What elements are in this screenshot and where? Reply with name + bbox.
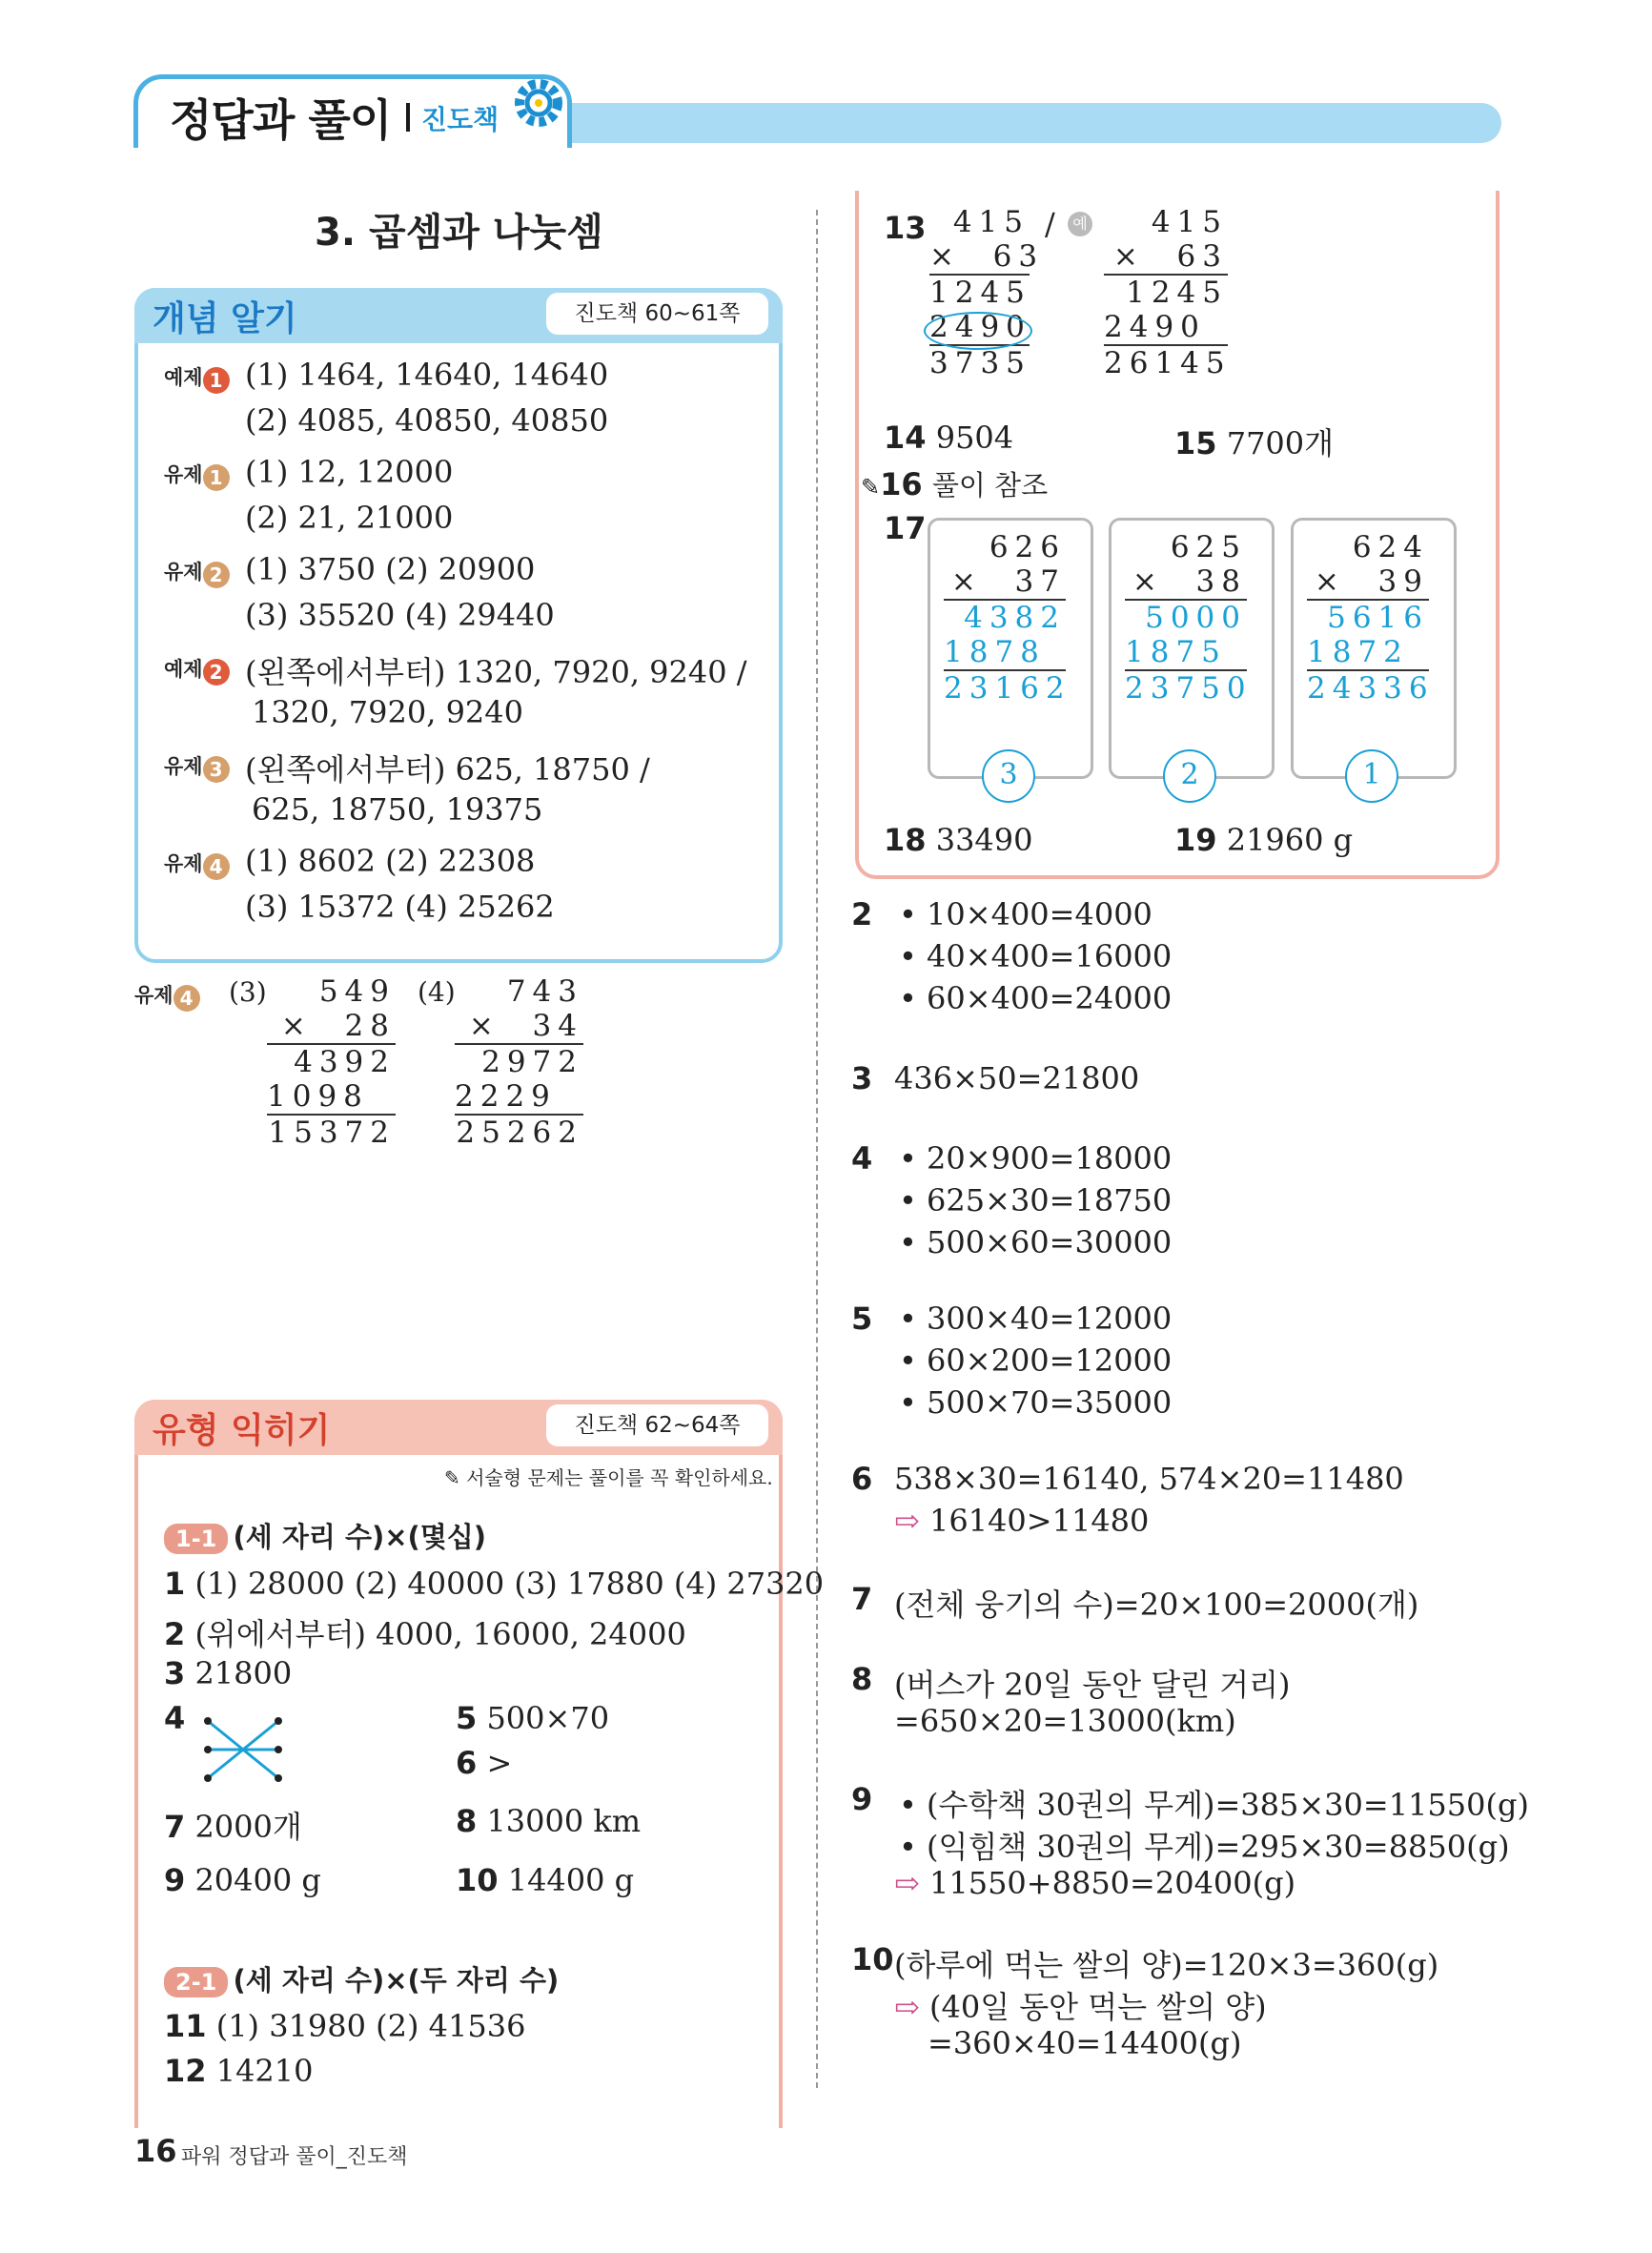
answer-text: 500×70: [486, 1700, 610, 1736]
concept-item: [164, 843, 736, 925]
answer-10: 10 14400 g: [456, 1862, 635, 1898]
calc-row: 5616: [1327, 601, 1429, 635]
solution-line: (하루에 먹는 쌀의 양)=120×3=360(g): [894, 1947, 1439, 1983]
q-number: 15: [1174, 425, 1217, 461]
answer-1: 1 (1) 28000 (2) 40000 (3) 17880 (4) 27320: [164, 1566, 825, 1602]
solution-line: =360×40=14400(g): [928, 2025, 1242, 2061]
type-box-ref: 진도책 62~64쪽: [546, 1404, 768, 1446]
circle-mark: [924, 312, 1032, 350]
item-number: 1: [203, 367, 230, 394]
item-line: (2) 4085, 40850, 40850: [245, 402, 609, 439]
answer-text: (1) 31980 (2) 41536: [215, 2008, 526, 2044]
solution-line: ⇨ 11550+8850=20400(g): [894, 1865, 1296, 1901]
item-kind: 예제: [164, 658, 203, 681]
calc-row: 1872: [1307, 635, 1409, 669]
q15: [1174, 420, 1334, 463]
section-title: (세 자리 수)×(몇십): [233, 1521, 487, 1553]
type-box-title: 유형 익히기: [153, 1411, 331, 1450]
calc-row: × 34: [468, 1009, 583, 1043]
calc-row: × 63: [929, 239, 1045, 274]
item-kind: 유제: [164, 755, 203, 778]
header-title: 정답과 풀이: [170, 94, 392, 146]
solution-6: [851, 1461, 1404, 1539]
item-kind: 유제: [164, 852, 203, 875]
concept-item: [164, 751, 736, 828]
q19: [1174, 822, 1353, 858]
solution-4: [851, 1140, 1173, 1260]
gear-icon: [508, 72, 569, 133]
calc-row: × 28: [280, 1009, 396, 1043]
header-subtitle: 진도책: [421, 104, 500, 135]
calc-row: × 38: [1132, 564, 1247, 599]
solution-line: • 20×900=18000: [899, 1140, 1173, 1177]
answer-text: >: [486, 1745, 513, 1781]
solution-line: (전체 웅기의 수)=20×100=2000(개): [894, 1587, 1419, 1623]
q16: [861, 464, 1048, 503]
q-number: 6: [851, 1461, 873, 1497]
q-number: 18: [884, 822, 927, 858]
chapter-title: 3. 곱셈과 나눗셈: [315, 211, 603, 255]
answer-7: 7 2000개: [164, 1809, 302, 1845]
answer-5: 5 500×70: [456, 1700, 610, 1736]
calc-row: 2972: [481, 1045, 583, 1079]
q-number: 9: [851, 1781, 873, 1817]
solution-8: [851, 1661, 1291, 1739]
solution-line: ⇨ (40일 동안 먹는 쌀의 양): [894, 1989, 1267, 2025]
extra-kind: 유제: [134, 984, 173, 1007]
solution-line: =650×20=13000(km): [894, 1703, 1236, 1739]
calc-row: 1878: [944, 635, 1046, 669]
item-line: (2) 21, 21000: [245, 500, 454, 536]
rank-badge: 1: [1345, 749, 1398, 803]
answer-text: 14210: [215, 2053, 314, 2089]
calc-row: 26145: [1104, 346, 1232, 380]
column-divider: [816, 210, 818, 2088]
concept-item: [164, 454, 736, 536]
calc-row: 625: [1170, 530, 1247, 564]
answer-9: 9 20400 g: [164, 1862, 321, 1898]
answer-text: 13000 km: [486, 1803, 642, 1839]
calc-row: 743: [506, 974, 583, 1009]
solution-7: [851, 1581, 1419, 1623]
item-line: (3) 15372 (4) 25262: [245, 889, 555, 925]
calc-row: 1098: [267, 1079, 369, 1114]
solution-line: (버스가 20일 동안 달린 거리): [894, 1667, 1291, 1703]
q17-number: 17: [884, 510, 927, 546]
q-number: 10: [851, 1941, 894, 1977]
q-number: 19: [1174, 822, 1217, 858]
q-value: 33490: [935, 822, 1033, 858]
item-number: 4: [203, 853, 230, 880]
calc-row: 24336: [1307, 671, 1435, 706]
solution-line: • 500×60=30000: [899, 1224, 1173, 1260]
calc-row: 25262: [456, 1116, 583, 1150]
calc-row: 23162: [944, 671, 1071, 706]
q-number: 5: [851, 1301, 873, 1337]
calc-row: 3735: [929, 346, 1031, 380]
card-2-calc: [1125, 530, 1253, 706]
pencil-icon: ✎: [861, 474, 881, 501]
solution-line: • (수학책 30권의 무게)=385×30=11550(g): [899, 1787, 1529, 1823]
answer-2: 2 (위에서부터) 4000, 16000, 24000: [164, 1616, 686, 1652]
solution-line: • 60×200=12000: [899, 1342, 1173, 1379]
item-line: (1) 1464, 14640, 14640: [245, 357, 609, 393]
example-badge: 예: [1068, 212, 1092, 236]
section-title: (세 자리 수)×(두 자리 수): [233, 1964, 560, 1997]
solution-line: ⇨ 16140>11480: [894, 1503, 1150, 1539]
solution-line: • 60×400=24000: [899, 980, 1173, 1016]
solution-line: • 10×400=4000: [899, 896, 1152, 932]
answer-8: 8 13000 km: [456, 1803, 642, 1839]
section-tag: 1-1: [164, 1524, 228, 1554]
answer-text: 20400 g: [194, 1862, 321, 1898]
q-number: 2: [851, 896, 873, 932]
q-number: 3: [851, 1060, 873, 1096]
calc-row: × 37: [950, 564, 1066, 599]
calc-row: 4392: [294, 1045, 396, 1079]
solution-line: • 625×30=18750: [899, 1182, 1173, 1219]
calc-label: (4): [418, 976, 456, 1008]
extra-number: 4: [173, 985, 200, 1012]
calc-b: [455, 974, 583, 1150]
q-number: 14: [884, 420, 927, 456]
footer-text: 파워 정답과 풀이_진도책: [181, 2145, 408, 2169]
answer-6: 6 >: [456, 1745, 513, 1781]
concept-item: [164, 357, 736, 439]
item-line: (왼쪽에서부터) 1320, 7920, 9240 /: [245, 654, 747, 690]
answer-12: 12 14210: [164, 2053, 314, 2089]
pencil-icon: ✎: [444, 1466, 460, 1489]
concept-box-ref: 진도책 60~61쪽: [546, 293, 768, 335]
matching-diagram: [200, 1711, 286, 1788]
calc-row-wrap: [929, 310, 1030, 344]
note-text: 서술형 문제는 풀이를 꼭 확인하세요.: [466, 1466, 773, 1489]
q-number: 8: [851, 1661, 873, 1697]
item-kind: 예제: [164, 366, 203, 389]
answer-text: (1) 28000 (2) 40000 (3) 17880 (4) 27320: [194, 1566, 825, 1602]
answer-text: 2000개: [194, 1809, 302, 1845]
calc-row: 415: [952, 205, 1030, 239]
q-value: 21960 g: [1226, 822, 1354, 858]
concept-item: [164, 551, 736, 633]
calc-row: 549: [318, 974, 396, 1009]
arrow-icon: ⇨: [894, 1865, 920, 1901]
calc-row: 4382: [964, 601, 1066, 635]
calc-row: 1245: [929, 276, 1031, 310]
q-number: 16: [880, 466, 923, 502]
type-box-note: [444, 1463, 773, 1490]
calc-row: 23750: [1125, 671, 1253, 706]
rank-badge: 3: [982, 749, 1035, 803]
solution-line: • 40×400=16000: [899, 938, 1173, 974]
solution-line: 538×30=16140, 574×20=11480: [894, 1461, 1404, 1497]
calc-row: 2229: [455, 1079, 557, 1114]
calc-row: 1245: [1126, 276, 1228, 310]
calc-a: [267, 974, 396, 1150]
item-number: 3: [203, 756, 230, 783]
q13-calc-right: [1104, 205, 1232, 380]
solution-line: 436×50=21800: [894, 1060, 1140, 1096]
solution-5: [851, 1301, 1173, 1421]
solution-3: [851, 1060, 1140, 1096]
solution-10: [851, 1941, 1439, 2061]
calc-row: 2490: [929, 310, 1031, 344]
calc-row: × 63: [1112, 239, 1228, 274]
calc-row: 626: [989, 530, 1066, 564]
q13-calc-left: [929, 205, 1045, 380]
item-line: 625, 18750, 19375: [252, 791, 543, 828]
item-kind: 유제: [164, 463, 203, 486]
section-1: [164, 1516, 486, 1555]
item-line: (1) 8602 (2) 22308: [245, 843, 536, 879]
calc-label: (3): [229, 976, 267, 1008]
calc-row: 2490: [1104, 310, 1206, 344]
card-3-calc: [1307, 530, 1435, 706]
arrow-icon: ⇨: [894, 1503, 920, 1539]
answer-4: 4: [164, 1700, 186, 1736]
answer-text: (위에서부터) 4000, 16000, 24000: [194, 1616, 686, 1652]
answer-11: 11 (1) 31980 (2) 41536: [164, 2008, 526, 2044]
calc-row: 1875: [1125, 635, 1227, 669]
calc-row: 5000: [1145, 601, 1247, 635]
q14: [884, 420, 1013, 456]
card-1-calc: [944, 530, 1071, 706]
section-2: [164, 1959, 559, 1998]
calc-row: 624: [1352, 530, 1429, 564]
solution-line: • (익힘책 30권의 무게)=295×30=8850(g): [899, 1829, 1510, 1865]
solution-line: • 300×40=12000: [899, 1301, 1173, 1337]
answer-text: 21800: [194, 1655, 293, 1691]
item-number: 1: [203, 464, 230, 491]
section-tag: 2-1: [164, 1967, 228, 1997]
item-number: 2: [203, 659, 230, 686]
q18: [884, 822, 1033, 858]
item-kind: 유제: [164, 561, 203, 584]
concept-item: [164, 654, 747, 730]
item-line: (1) 12, 12000: [245, 454, 454, 490]
q-number: 7: [851, 1581, 873, 1617]
item-line: (3) 35520 (4) 29440: [245, 597, 555, 633]
page-number: 16: [134, 2133, 177, 2169]
rank-badge: 2: [1163, 749, 1216, 803]
q-value: 풀이 참조: [931, 469, 1049, 502]
solution-9: [851, 1781, 1529, 1901]
item-number: 2: [203, 562, 230, 588]
solution-line: • 500×70=35000: [899, 1384, 1173, 1421]
q-value: 7700개: [1226, 425, 1335, 461]
calc-row: 415: [1151, 205, 1228, 239]
q-value: 9504: [935, 420, 1014, 456]
solution-2: [851, 896, 1173, 1016]
header-bar: [529, 103, 1501, 143]
answer-3: 3 21800: [164, 1655, 293, 1691]
extra-label: [134, 980, 200, 1012]
q-number: 4: [851, 1140, 873, 1177]
concept-box-title: 개념 알기: [153, 299, 297, 338]
header-separator: [406, 103, 410, 132]
item-line: 1320, 7920, 9240: [252, 694, 523, 730]
item-line: (왼쪽에서부터) 625, 18750 /: [245, 751, 650, 788]
item-line: (1) 3750 (2) 20900: [245, 551, 536, 587]
q13-number: 13: [884, 210, 927, 246]
arrow-icon: ⇨: [894, 1989, 920, 2025]
q13-separator: /: [1045, 206, 1055, 242]
calc-row: 15372: [268, 1116, 396, 1150]
answer-text: 14400 g: [507, 1862, 635, 1898]
calc-row: × 39: [1314, 564, 1429, 599]
